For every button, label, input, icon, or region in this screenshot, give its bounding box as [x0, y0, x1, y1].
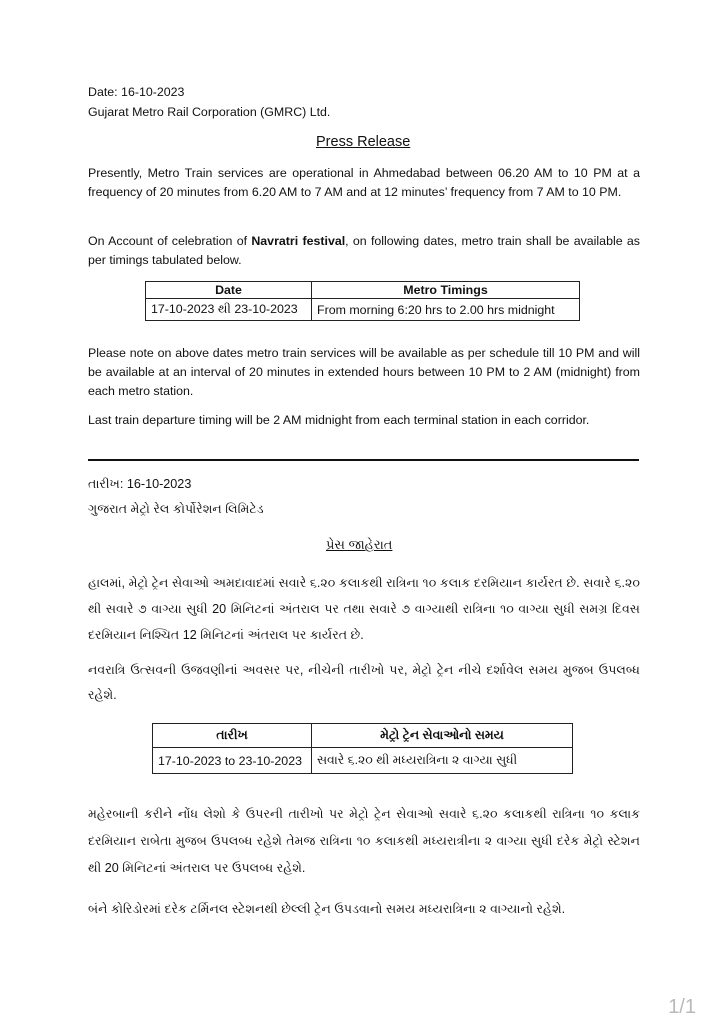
gujarati-page-title: પ્રેસ જાહેરાત	[326, 537, 393, 552]
gujarati-date-line: તારીખ: 16-10-2023	[88, 477, 192, 491]
gujarati-table-cell-timings: સવારે ૬.૨૦ થી મધ્યરાત્રિના ૨ વાગ્યા સુધી	[312, 748, 573, 774]
timings-table-english	[145, 281, 580, 321]
gujarati-table-cell-date: 17-10-2023 to 23-10-2023	[153, 748, 312, 774]
page-title: Press Release	[316, 134, 411, 150]
gujarati-paragraph-navratri: નવરાત્રિ ઉત્સવની ઉજવણીનાં અવસર પર, નીચેની તારીખો પર, મેટ્રો ટ્રેન નીચે દર્શાવેલ સમય મુજબ ઉપલબ્ધ રહેશે.	[88, 663, 640, 702]
column-header-date: Date	[146, 282, 312, 299]
gujarati-org-line: ગુજરાત મેટ્રો રેલ કોર્પોરેશન લિમિટેડ	[88, 502, 264, 516]
gujarati-column-header-timings: મેટ્રો ટ્રેન સેવાઓનો સમય	[312, 724, 573, 748]
page-indicator: 1/1	[668, 996, 696, 1018]
section-divider	[88, 459, 639, 461]
gujarati-paragraph-operations: હાલમાં, મેટ્રો ટ્રેન સેવાઓ અમદાવાદમાં સવારે ૬.૨૦ કલાકથી રાત્રિના ૧૦ કલાક દરમિયાન કાર્યરત છે. સવારે ૬.૨૦ થી સવારે ૭ વાગ્યા સુધી 20 મિનિટનાં અંતરાલ પર તથા સવારે ૭ વાગ્યાથી રાત્રિના ૧૦ વાગ્યા સુધી સમગ્ર દિવસ દરમિયાન નિશ્ચિત 12 મિનિટનાં અંતરાલ પર કાર્યરત છે.	[88, 576, 640, 642]
paragraph-schedule-note: Please note on above dates metro train services will be available as per schedule till 10 PM and will be available at an interval of 20 minutes in extended hours between 10 PM to 2 AM (midnight) from each metro station.	[88, 346, 640, 398]
timings-table-gujarati	[152, 723, 573, 774]
paragraph-navratri-pre: On Account of celebration of	[88, 234, 252, 248]
paragraph-last-train: Last train departure timing will be 2 AM midnight from each terminal station in each corridor.	[88, 413, 590, 427]
navratri-festival-emphasis: Navratri festival	[251, 234, 346, 248]
paragraph-navratri-post: , on following dates, metro train shall be available as per timings tabulated below.	[88, 234, 640, 267]
paragraph-operations: Presently, Metro Train services are operational in Ahmedabad between 06.20 AM to 10 PM at a frequency of 20 minutes from 6.20 AM to 7 AM and at 12 minutes’ frequency from 7 AM to 10 PM.	[88, 166, 640, 199]
gujarati-column-header-date: તારીખ	[153, 724, 312, 748]
column-header-timings: Metro Timings	[312, 282, 580, 299]
table-cell-date: 17-10-2023 થી 23-10-2023	[146, 299, 312, 321]
paragraph-navratri	[88, 232, 640, 270]
table-cell-timings: From morning 6:20 hrs to 2.00 hrs midnight	[312, 299, 580, 321]
date-line: Date: 16-10-2023	[88, 85, 185, 99]
org-line: Gujarat Metro Rail Corporation (GMRC) Ltd.	[88, 105, 331, 119]
gujarati-paragraph-schedule-note: મહેરબાની કરીને નોંધ લેશો કે ઉપરની તારીખો પર મેટ્રો ટ્રેન સેવાઓ સવારે ૬.૨૦ કલાકથી રાત્રિના ૧૦ કલાક દરમિયાન રાબેતા મુજબ ઉપલબ્ધ રહેશે તેમજ રાત્રિના ૧૦ કલાકથી મધ્યરાત્રીના ૨ વાગ્યા સુધી દરેક મેટ્રો સ્ટેશન થી 20 મિનિટનાં અંતરાલ પર ઉપલબ્ધ રહેશે.	[88, 807, 640, 875]
gujarati-paragraph-last-train: બંને કોરિડોરમાં દરેક ટર્મિનલ સ્ટેશનથી છેલ્લી ટ્રેન ઉપડવાનો સમય મધ્યરાત્રિના ૨ વાગ્યાનો રહેશે.	[88, 902, 566, 916]
